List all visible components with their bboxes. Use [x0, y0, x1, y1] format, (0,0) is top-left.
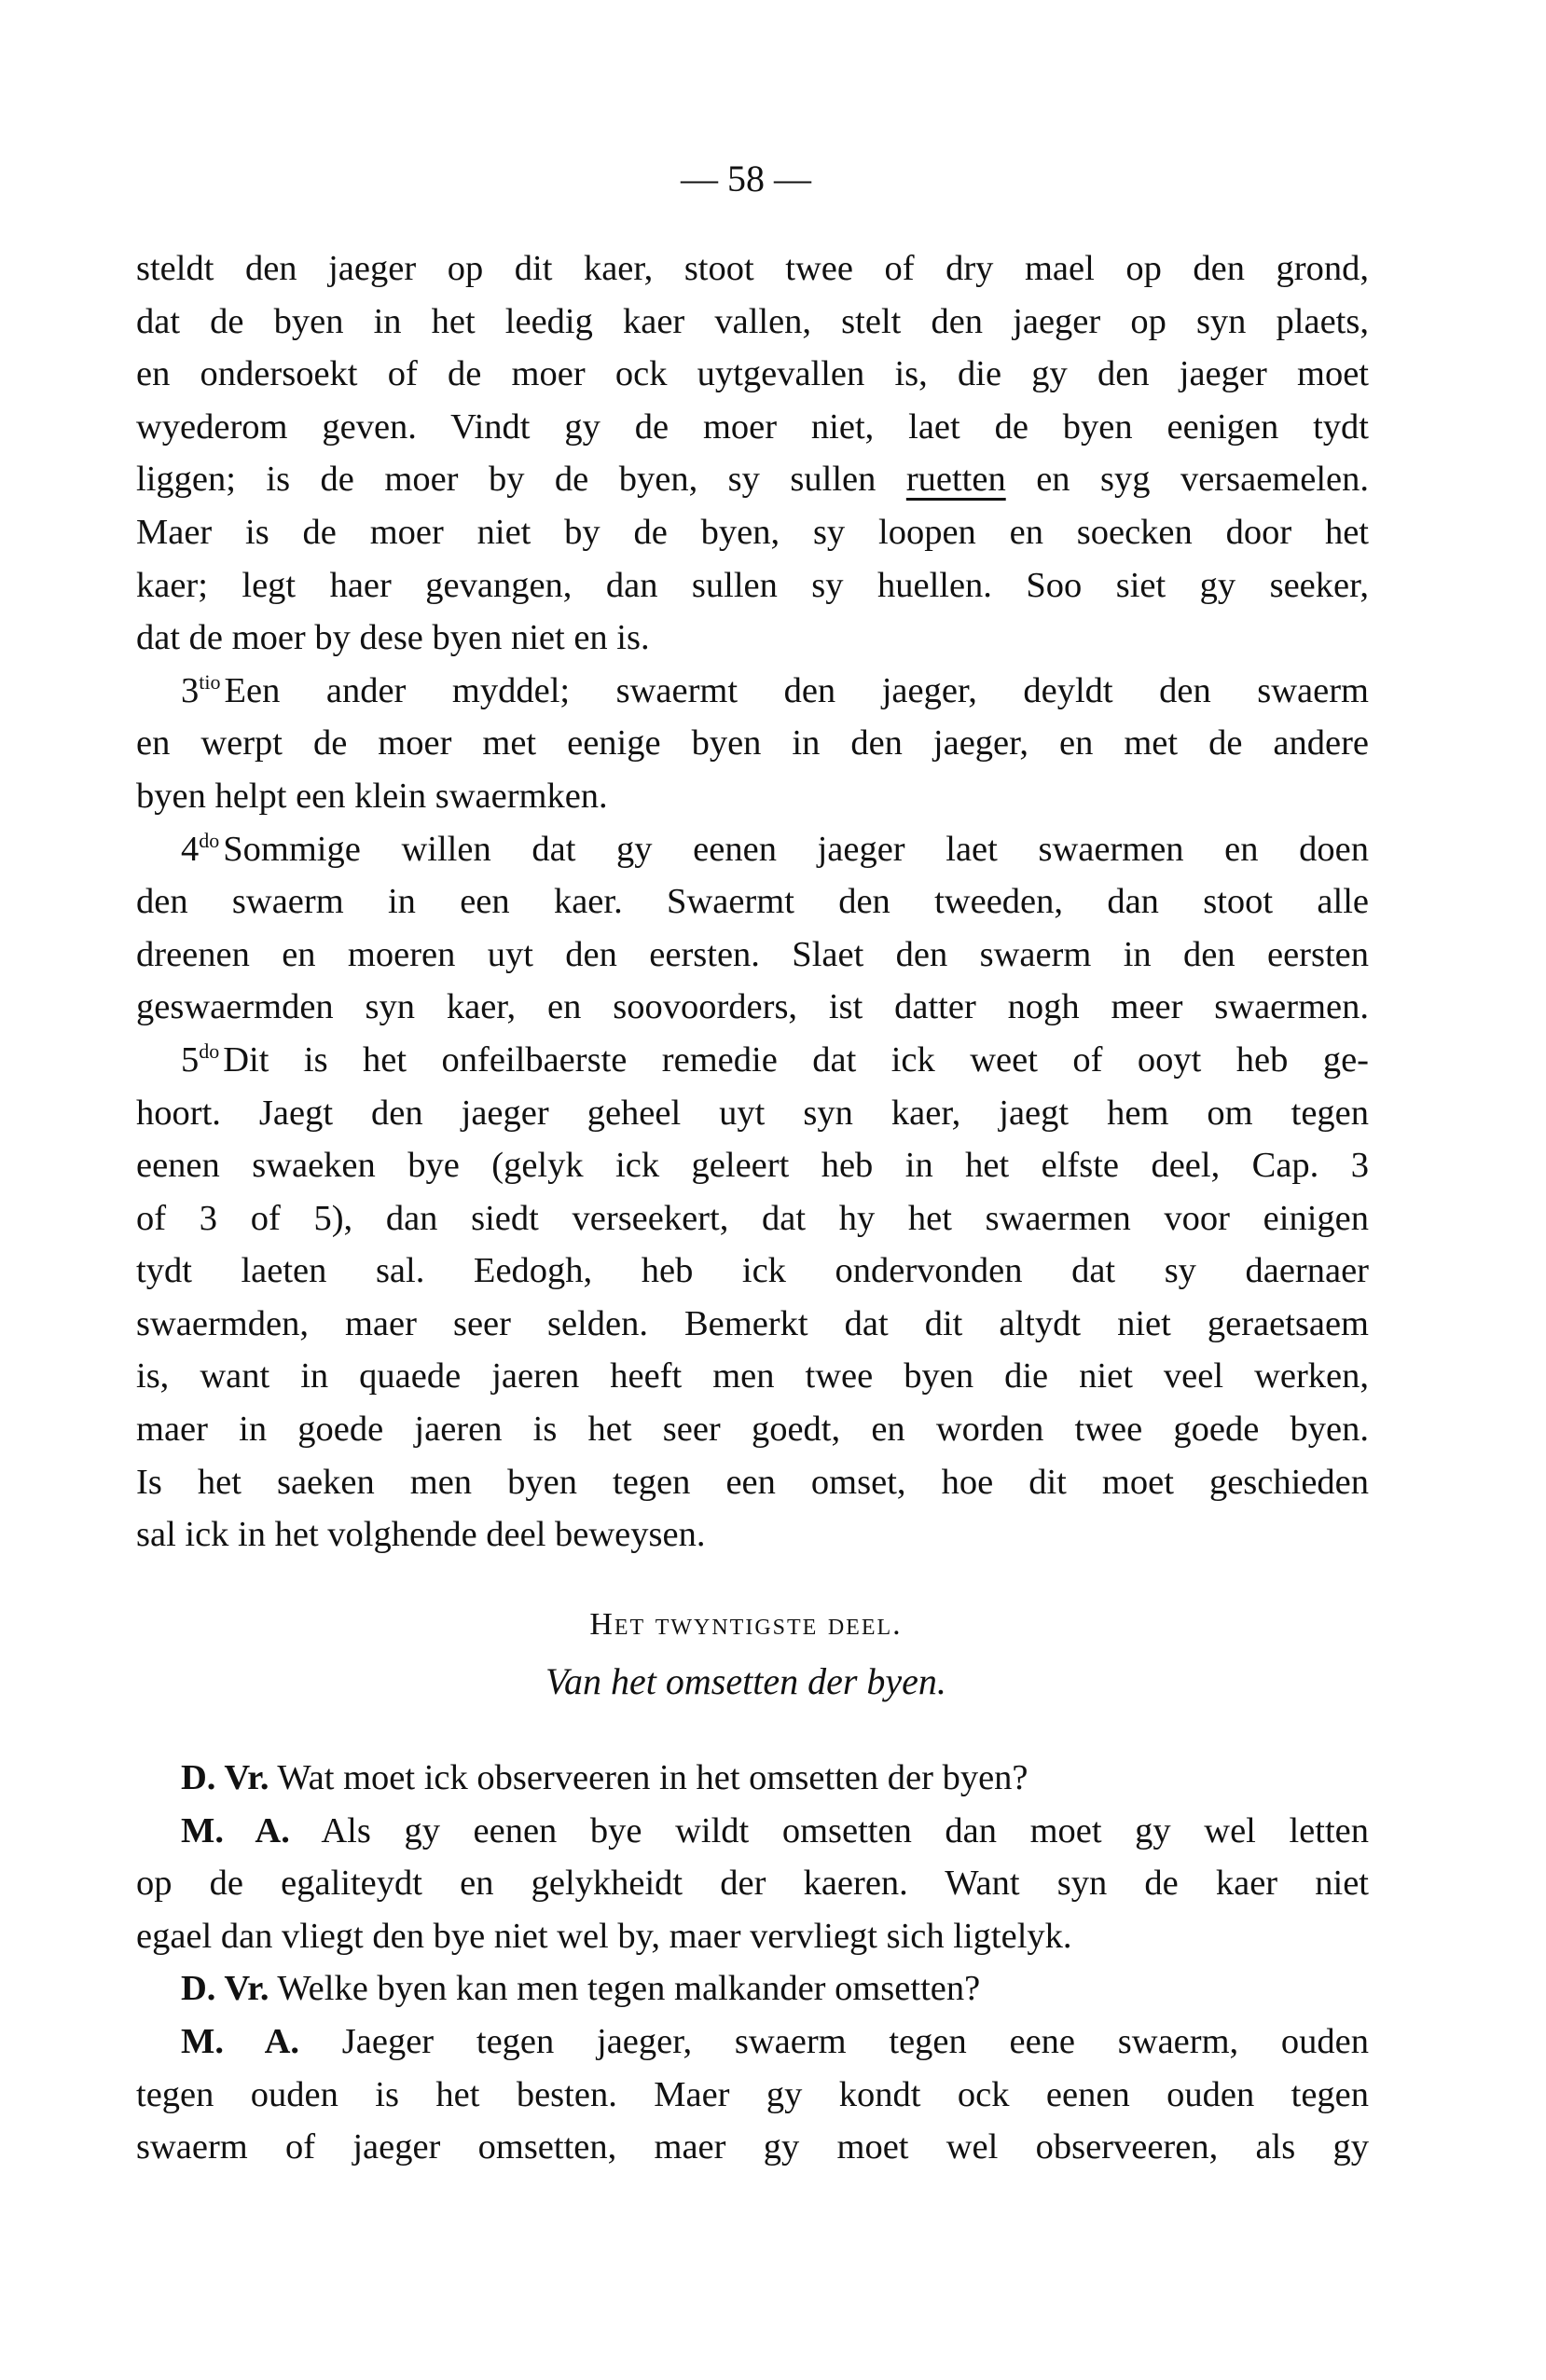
paragraph-number: 5: [181, 1039, 200, 1080]
line-text: eenen swaeken bye (gelyk ick geleert heb in het elfste deel, Cap. 3: [136, 1146, 1369, 1186]
text-line: [136, 981, 1369, 1034]
paragraph-number-suffix: tio: [199, 669, 221, 694]
line-text: den swaerm in een kaer. Swaermt den tweeden, dan stoot alle: [136, 882, 1369, 922]
text-line: [136, 717, 1369, 770]
text-line: [136, 296, 1369, 349]
paragraph-number: 4: [181, 829, 200, 869]
text-line: [136, 1508, 1369, 1561]
text-line: [136, 665, 1369, 718]
line-text: Maer is de moer niet by de byen, sy loopen en soecken door het: [136, 512, 1369, 552]
text-line: [136, 1245, 1369, 1298]
chapter-subheading: Van het omsetten der byen.: [545, 1660, 946, 1702]
text-line: [136, 1087, 1369, 1140]
line-text: of 3 of 5), dan siedt verseekert, dat hy het swaermen voor einigen: [136, 1198, 1369, 1238]
text-line: [136, 1139, 1369, 1192]
text-line: [136, 2015, 1369, 2069]
line-text: tegen ouden is het besten. Maer gy kondt ock eenen ouden tegen: [136, 2074, 1369, 2114]
line-text: dat de moer by dese byen niet en is.: [136, 618, 650, 658]
line-text: dat de byen in het leedig kaer vallen, stelt den jaeger op syn plaets,: [136, 301, 1369, 341]
speaker-label: D. Vr.: [181, 1758, 269, 1797]
text-line: [136, 1857, 1369, 1910]
text-line: [136, 348, 1369, 401]
paragraph-number-suffix: do: [199, 1039, 220, 1063]
paragraph-number-suffix: do: [199, 828, 220, 852]
line-text: tydt laeten sal. Eedogh, heb ick ondervonden dat sy daernaer: [136, 1251, 1369, 1291]
line-text: wyederom geven. Vindt gy de moer niet, laet de byen eenigen tydt: [136, 406, 1369, 447]
line-text: Dit is het onfeilbaerste remedie dat ick weet of ooyt heb ge-: [223, 1039, 1369, 1080]
text-line: [136, 1910, 1369, 1963]
line-text: Jaeger tegen jaeger, swaerm tegen eene swaerm, ouden: [341, 2021, 1369, 2061]
text-line: [136, 1962, 1369, 2015]
text-line: [136, 1192, 1369, 1245]
text-line: [136, 1298, 1369, 1351]
body-text-section-2: [136, 1752, 1369, 2174]
text-line: [136, 929, 1369, 982]
line-text: geswaermden syn kaer, en soovoorders, ist datter nogh meer swaermen.: [136, 987, 1369, 1027]
line-text: Wat moet ick observeeren in het omsetten der byen?: [277, 1758, 1028, 1797]
body-text-section-1: [136, 242, 1369, 1561]
text-line: [136, 1456, 1369, 1509]
text-line: [136, 770, 1369, 823]
text-line: [136, 506, 1369, 559]
line-text: en werpt de moer met eenige byen in den jaeger, en met de andere: [136, 723, 1369, 764]
underlined-word: ruetten: [905, 460, 1006, 500]
text-line: [136, 2121, 1369, 2174]
paragraph-number: 3: [181, 670, 200, 710]
line-text: is, want in quaede jaeren heeft men twee byen die niet veel werken,: [136, 1356, 1369, 1396]
line-text: egael dan vliegt den bye niet wel by, maer vervliegt sich ligtelyk.: [136, 1916, 1072, 1956]
line-text: Is het saeken men byen tegen een omset, hoe dit moet geschieden: [136, 1462, 1369, 1502]
chapter-heading: Het twyntigste deel.: [589, 1607, 903, 1642]
line-text: Welke byen kan men tegen malkander omsetten?: [277, 1969, 981, 2009]
line-text: kaer; legt haer gevangen, dan sullen sy huellen. Soo siet gy seeker,: [136, 565, 1369, 605]
line-text: Een ander myddel; swaermt den jaeger, deyldt den swaerm: [224, 670, 1369, 710]
text-line: [136, 823, 1369, 876]
line-text: sal ick in het volghende deel beweysen.: [136, 1515, 706, 1555]
line-text: en ondersoekt of de moer ock uytgevallen is, die gy den jaeger moet: [136, 354, 1369, 394]
line-text: dreenen en moeren uyt den eersten. Slaet den swaerm in den eersten: [136, 934, 1369, 974]
page-number: — 58 —: [681, 158, 811, 199]
line-text: hoort. Jaegt den jaeger geheel uyt syn kaer, jaegt hem om tegen: [136, 1093, 1369, 1133]
text-line: [136, 1034, 1369, 1087]
text-line: [136, 1805, 1369, 1858]
line-text: Als gy eenen bye wildt omsetten dan moet gy wel letten: [321, 1810, 1369, 1850]
line-text: steldt den jaeger op dit kaer, stoot twee of dry mael op den grond,: [136, 249, 1369, 288]
line-text: liggen; is de moer by de byen, sy sullen ruetten en syg versaemelen.: [136, 460, 1369, 500]
text-line: [136, 453, 1369, 506]
speaker-label: D. Vr.: [181, 1969, 269, 2009]
text-line: [136, 559, 1369, 612]
line-text: maer in goede jaeren is het seer goedt, en worden twee goede byen.: [136, 1410, 1369, 1450]
line-text: op de egaliteydt en gelykheidt der kaeren. Want syn de kaer niet: [136, 1864, 1369, 1904]
text-line: [136, 242, 1369, 296]
text-line: [136, 1752, 1369, 1805]
text-line: [136, 2069, 1369, 2122]
text-line: [136, 401, 1369, 454]
speaker-label: M. A.: [181, 1810, 290, 1850]
text-line: [136, 1403, 1369, 1456]
speaker-label: M. A.: [181, 2021, 300, 2061]
line-text: Sommige willen dat gy eenen jaeger laet swaermen en doen: [223, 829, 1369, 869]
line-text: byen helpt een klein swaermken.: [136, 776, 608, 816]
text-line: [136, 612, 1369, 665]
line-text: swaermden, maer seer selden. Bemerkt dat dit altydt niet geraetsaem: [136, 1303, 1369, 1343]
text-line: [136, 1350, 1369, 1403]
text-line: [136, 875, 1369, 929]
line-text: swaerm of jaeger omsetten, maer gy moet wel observeeren, als gy: [136, 2127, 1369, 2167]
